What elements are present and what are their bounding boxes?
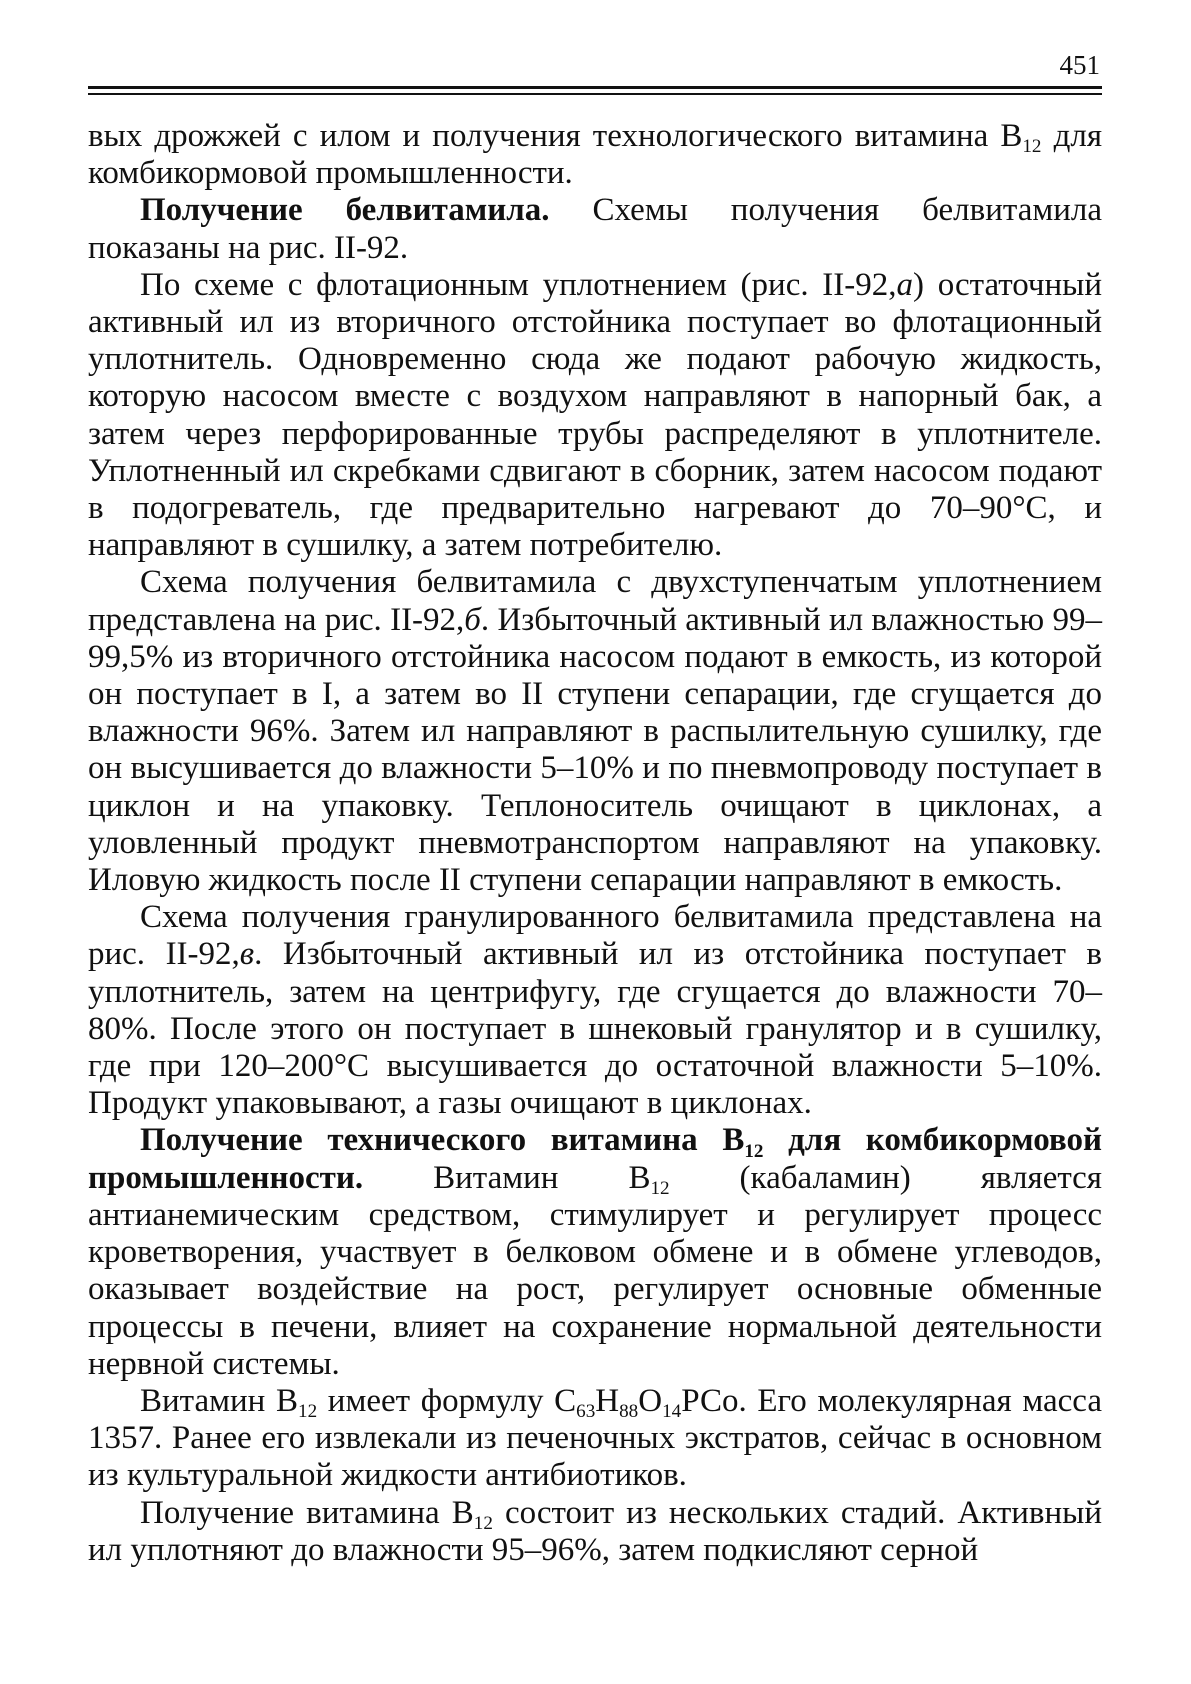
paragraph-vitamin-stages [88, 1495, 1102, 1569]
header-rule-thin [88, 93, 1102, 95]
section-heading: для комбикормовой промышленности. [88, 1122, 1103, 1196]
section-heading: Получение белвитамила. [140, 192, 550, 229]
paragraph-two-stage-scheme [88, 564, 1102, 899]
text-run: Схема получения белвитамила с двухступенчатым уплотнением представлена на рис. II-92, [88, 564, 1102, 638]
text-run: . Избыточный активный ил из отстойника поступает в уплотнитель, затем на центрифугу, где сгущается до влажности 70–80%. После этого он поступает в шнековый гранулятор и в сушилку, где при 120–200°С высушивается до остаточной влажности 5–10%. Продукт упаковывают, а газы очищают в циклонах. [88, 936, 1102, 1122]
paragraph-granulated-scheme [88, 899, 1102, 1122]
figure-letter: а [896, 266, 914, 303]
text-run: Схемы получения белвитамила показаны на рис. II-92. [88, 192, 1103, 266]
figure-letter: б [464, 601, 481, 638]
text-run: РСо. Его молекулярная масса 1357. Ранее его извлекали из печеночных экстратов, сейчас в основном из культуральной жидкости антибиотиков. [88, 1382, 1102, 1494]
subscript: 88 [619, 1401, 639, 1423]
text-run: Витамин В [363, 1159, 651, 1196]
text-run: Получение витамина В [140, 1494, 474, 1531]
paragraph-continuation [88, 118, 1102, 192]
text-run: Витамин В [140, 1382, 299, 1419]
paragraph-belvitamil-intro [88, 192, 1102, 266]
body-text [88, 118, 1102, 1569]
paragraph-flotation-scheme [88, 267, 1102, 565]
figure-letter: в [239, 936, 255, 973]
text-run: состоит из нескольких стадий. Активный ил уплотняют до влажности 95–96%, затем подкисляют серной [88, 1494, 1102, 1568]
subscript: 12 [298, 1401, 318, 1423]
text-run: Схема получения гранулированного белвитамила представлена на рис. II-92, [88, 899, 1102, 973]
section-heading: Получение технического витамина В [140, 1122, 745, 1159]
text-run: ) остаточный активный ил из вторичного отстойника поступает во флотационный уплотнитель. Одновременно сюда же подают рабочую жидкость, которую насосом вместе с воздухом направляют в напорный бак, а затем через перфорированные трубы распределяют в уплотнителе. Уплотненный ил скребками сдвигают в сборник, затем насосом подают в подогреватель, где предварительно нагревают до 70–90°С, и направляют в сушилку, а затем потребителю. [88, 266, 1103, 564]
subscript: 12 [744, 1140, 764, 1162]
subscript: 14 [662, 1401, 682, 1423]
text-run: Н [595, 1382, 620, 1419]
subscript: 12 [650, 1177, 670, 1199]
text-run: вых дрожжей с илом и получения технологического витамина В [88, 118, 1023, 154]
text-run: О [638, 1382, 663, 1419]
text-run: (кабаламин) является антианемическим средством, стимулирует и регулирует процесс кроветворения, участвует в белковом обмене и в обмене углеводов, оказывает воздействие на рост, регулирует основные обменные процессы в печени, влияет на сохранение нормальной деятельности нервной системы. [88, 1159, 1102, 1382]
text-run: . Избыточный активный ил влажностью 99–99,5% из вторичного отстойника насосом подают в емкость, из которой он поступает в I, а затем во II ступени сепарации, где сгущается до влажности 96%. Затем ил направляют в распылительную сушилку, где он высушивается до влажности 5–10% и по пневмопроводу поступает в циклон и на упаковку. Теплоноситель очищают в циклонах, а уловленный продукт пневмотранспортом направляют на упаковку. Иловую жидкость после II ступени сепарации направляют в емкость. [88, 601, 1102, 899]
text-run: По схеме с флотационным уплотнением (рис. II-92, [140, 266, 897, 303]
subscript: 12 [1022, 136, 1042, 158]
subscript: 63 [576, 1401, 596, 1423]
text-run: имеет формулу С [317, 1382, 577, 1419]
text-run: для комбикормовой промышленности. [88, 118, 1103, 192]
header-rule-thick [88, 86, 1102, 89]
paragraph-vitamin-b12-intro [88, 1122, 1102, 1382]
subscript: 12 [473, 1512, 493, 1534]
page-number: 451 [1059, 50, 1100, 80]
paragraph-vitamin-formula [88, 1383, 1102, 1495]
